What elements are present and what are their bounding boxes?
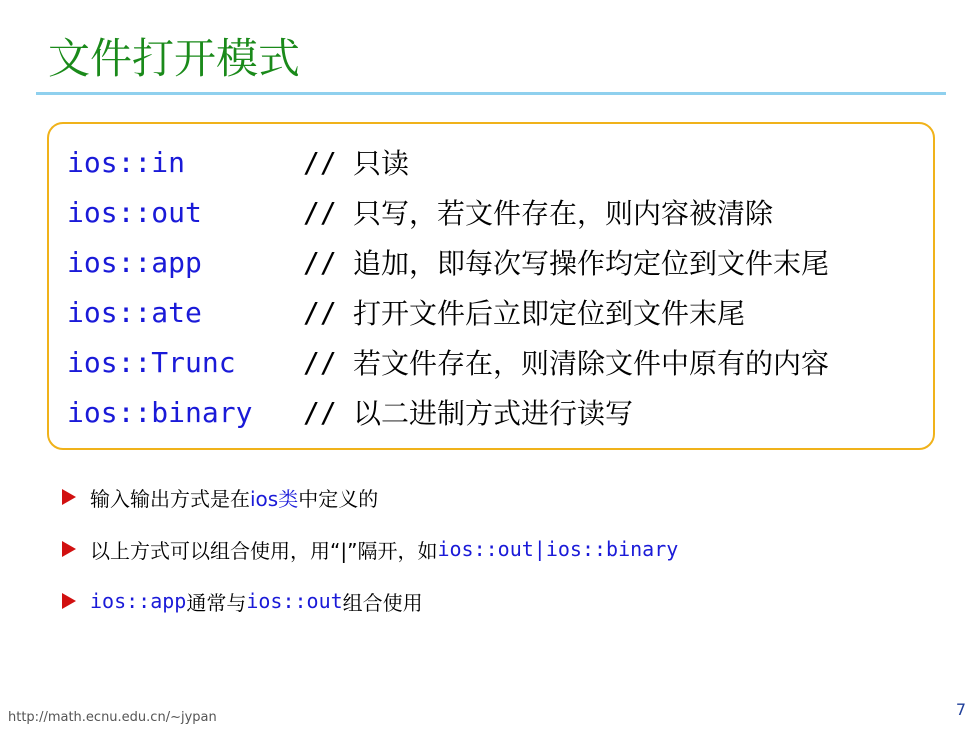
triangle-bullet-icon (62, 593, 76, 609)
modes-box (47, 122, 935, 450)
bullet-code: ios::out|ios::binary (437, 537, 679, 561)
bullet-text: 输入输出方式是在 (90, 486, 250, 511)
mode-name: ios::Trunc (67, 345, 236, 379)
bullet-item (62, 532, 678, 566)
mode-row (67, 140, 409, 184)
mode-name: ios::out (67, 195, 202, 229)
mode-row (67, 340, 829, 384)
bullet-item (62, 480, 378, 514)
comment-marker: // (303, 345, 337, 379)
page-number: 7 (955, 700, 966, 719)
bullet-text: 中定义的 (298, 486, 379, 511)
mode-description: 打开文件后立即定位到文件末尾 (353, 297, 746, 330)
mode-description: 只写，若文件存在，则内容被清除 (353, 197, 774, 230)
comment-marker: // (303, 295, 337, 329)
mode-name: ios::ate (67, 295, 202, 329)
bullet-item (62, 584, 423, 618)
mode-row (67, 290, 745, 334)
footer-url: http://math.ecnu.edu.cn/~jypan (8, 710, 217, 725)
bullet-text: 以上方式可以组合使用，用“|”隔开，如 (90, 538, 438, 563)
mode-name: ios::in (67, 145, 186, 179)
bullet-text: 通常与 (186, 590, 247, 615)
bullet-highlight: ios类 (250, 486, 299, 511)
mode-row (67, 240, 829, 284)
triangle-bullet-icon (62, 489, 76, 505)
bullet-code: ios::out (246, 589, 343, 613)
triangle-bullet-icon (62, 541, 76, 557)
bullet-text: 组合使用 (342, 590, 423, 615)
mode-description: 只读 (353, 147, 410, 180)
mode-description: 若文件存在，则清除文件中原有的内容 (353, 347, 830, 380)
bullet-code: ios::app (90, 589, 187, 613)
mode-name: ios::binary (67, 395, 253, 429)
mode-row (67, 190, 773, 234)
mode-description: 追加，即每次写操作均定位到文件末尾 (353, 247, 830, 280)
mode-row (67, 390, 633, 434)
mode-name: ios::app (67, 245, 202, 279)
comment-marker: // (303, 245, 337, 279)
comment-marker: // (303, 395, 337, 429)
mode-description: 以二进制方式进行读写 (353, 397, 634, 430)
comment-marker: // (303, 195, 337, 229)
comment-marker: // (303, 145, 337, 179)
page-title: 文件打开模式 (48, 34, 301, 83)
title-divider (36, 92, 946, 95)
